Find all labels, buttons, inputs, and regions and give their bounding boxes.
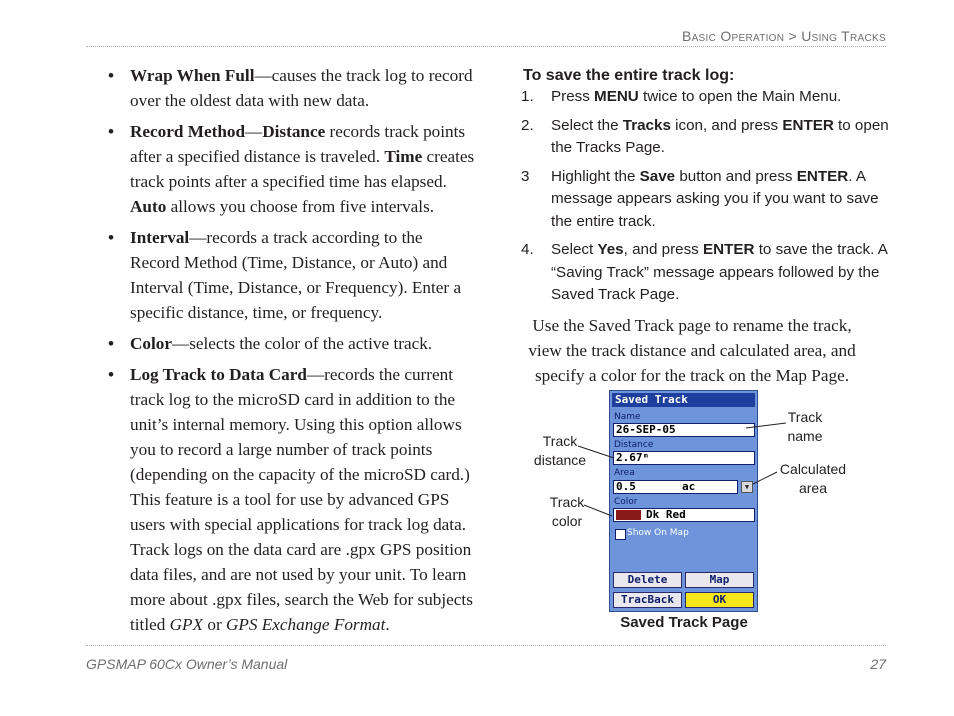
name-field[interactable]: 26-SEP-05 xyxy=(613,423,755,437)
header-topic: Using Tracks xyxy=(801,28,886,44)
leader-track-name xyxy=(746,423,786,428)
callout-track-name: Track name xyxy=(787,409,823,444)
header-separator: > xyxy=(788,28,797,44)
callout-track-distance: Track distance xyxy=(533,433,587,468)
or-text: or xyxy=(203,615,226,634)
procedure-title: To save the entire track log: xyxy=(523,67,735,84)
desc-auto: allows you choose from five intervals. xyxy=(166,197,435,216)
step-text: Select the xyxy=(551,116,623,134)
desc-color: —selects the color of the active track. xyxy=(172,334,433,353)
bullet-dot: • xyxy=(108,365,115,384)
term-wrap-when-full: Wrap When Full xyxy=(130,66,255,85)
header-section: Basic Operation xyxy=(681,28,785,44)
term-color: Color xyxy=(130,334,173,353)
desc-interval: —records a track according to the Record Method (Time, Distance, or Auto) and Interval (Time, Distance, or Frequency). Enter a specific distance, time, or frequency. xyxy=(130,228,462,322)
desc-distance: records track points after a specified distance is traveled. xyxy=(130,122,466,166)
period: . xyxy=(385,615,390,634)
step-text: to open the Tracks Page. xyxy=(551,116,889,156)
step-text: . A message appears asking you if you want to save the entire track. xyxy=(551,167,879,230)
area-value: 0.5 xyxy=(616,480,636,493)
step-text: Select xyxy=(551,241,598,258)
term-gps-exchange-format: GPS Exchange Format xyxy=(225,615,386,634)
step-text: button and press xyxy=(675,167,797,185)
bullet-dot: • xyxy=(108,122,115,141)
key-enter: ENTER xyxy=(782,116,834,134)
screen-title: Saved Track xyxy=(612,393,755,407)
step-text: Highlight the xyxy=(551,167,640,185)
term-yes: Yes xyxy=(597,241,624,258)
term-distance: Distance xyxy=(262,122,326,141)
name-label: Name xyxy=(614,412,641,422)
bullet-dot: • xyxy=(108,228,115,247)
desc-time: creates track points after a specified time has elapsed. xyxy=(130,147,475,191)
key-enter: ENTER xyxy=(702,241,755,258)
step-number: 3 xyxy=(521,167,530,185)
color-label: Color xyxy=(614,497,638,507)
key-enter: ENTER xyxy=(796,167,849,185)
record-dash: — xyxy=(245,122,263,141)
key-menu: MENU xyxy=(594,88,639,105)
step-text: to save the track. A “Saving Track” message appears followed by the Saved Track Page. xyxy=(551,241,888,303)
step-number: 2. xyxy=(521,116,534,134)
callout-calculated-area: Calculated area xyxy=(779,461,847,496)
step-text: twice to open the Main Menu. xyxy=(638,88,842,105)
term-log-track: Log Track to Data Card xyxy=(130,365,307,384)
step-text: Press xyxy=(551,88,595,105)
step-number: 4. xyxy=(521,241,534,258)
term-auto: Auto xyxy=(130,197,167,216)
distance-field: 2.67ᵐ xyxy=(613,451,755,465)
term-save: Save xyxy=(639,167,676,185)
area-label: Area xyxy=(614,468,635,478)
show-on-map-label: Show On Map xyxy=(627,528,689,538)
desc-wrap-when-full: —causes the track log to record over the oldest data with new data. xyxy=(130,66,473,110)
callout-track-color: Track color xyxy=(549,494,585,529)
term-gpx: GPX xyxy=(169,615,204,634)
footer-rule xyxy=(86,645,886,646)
area-dropdown-icon[interactable]: ▼ xyxy=(741,481,753,493)
footer-manual-title: GPSMAP 60Cx Owner’s Manual xyxy=(86,656,288,672)
area-unit: ac xyxy=(682,480,696,493)
figure-caption: Saved Track Page xyxy=(620,614,748,631)
term-tracks: Tracks xyxy=(622,116,671,134)
term-record-method: Record Method xyxy=(130,122,246,141)
trackback-button[interactable]: TracBack xyxy=(613,592,682,608)
distance-label: Distance xyxy=(614,440,654,450)
page-number: 27 xyxy=(870,656,886,672)
term-interval: Interval xyxy=(130,228,190,247)
step-number: 1. xyxy=(521,88,534,105)
delete-button[interactable]: Delete xyxy=(613,572,682,588)
ok-button[interactable]: OK xyxy=(685,592,754,608)
step-text: , and press xyxy=(623,241,703,258)
bullet-dot: • xyxy=(108,334,115,353)
term-time: Time xyxy=(384,147,423,166)
bullet-dot: • xyxy=(108,66,115,85)
desc-log-track: —records the current track log to the microSD card in addition to the unit’s internal memory. Using this option allows you to record a large number of track points (depending on the capacity of the microSD card.) This feature is a tool for use by advanced GPS users with special applications for track log data. Track logs on the data card are .gpx GPS position data files, and are not used by your unit. To learn more about .gpx files, search the Web for subjects titled xyxy=(130,365,473,634)
step-text: icon, and press xyxy=(670,116,783,134)
map-button[interactable]: Map xyxy=(685,572,754,588)
saved-track-description: Use the Saved Track page to rename the track, view the track distance and calculated area, and specify a color for the track on the Map Page. xyxy=(528,315,856,385)
color-value: Dk Red xyxy=(646,508,686,521)
